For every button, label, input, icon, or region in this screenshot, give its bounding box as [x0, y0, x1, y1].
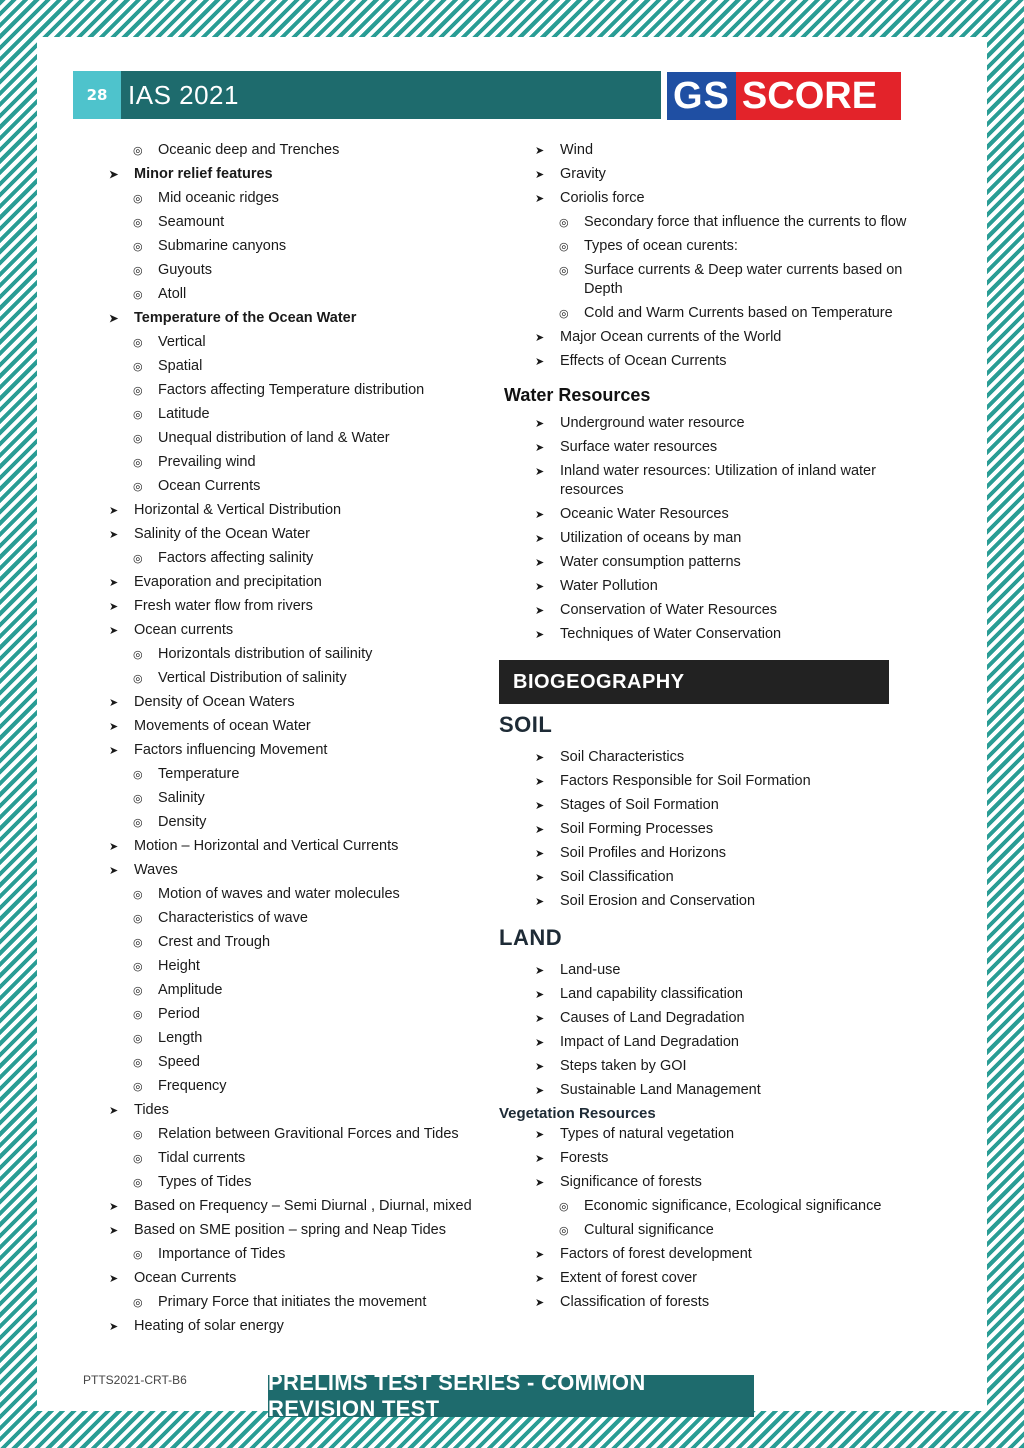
arrow-bullet-icon: ➤: [535, 442, 545, 454]
list-item-text: Crest and Trough: [158, 934, 271, 950]
list-item-text: Evaporation and precipitation: [134, 574, 322, 590]
circle-dot-bullet-icon: ◎: [559, 308, 569, 320]
list-item-text: Salinity of the Ocean Water: [134, 526, 310, 542]
list-item: [499, 577, 919, 596]
list-item: [107, 861, 507, 880]
circle-dot-bullet-icon: ◎: [133, 217, 143, 229]
list-item: [499, 462, 919, 500]
arrow-bullet-icon: ➤: [109, 1225, 119, 1237]
list-item: [107, 213, 507, 232]
list-item: [107, 669, 507, 688]
list-item-text: Based on SME position – spring and Neap Tides: [134, 1222, 446, 1238]
list-item-text: Ocean Currents: [158, 478, 261, 494]
arrow-bullet-icon: ➤: [535, 989, 545, 1001]
list-item: [499, 1221, 919, 1240]
list-item: [107, 453, 507, 472]
list-item-text: Conservation of Water Resources: [560, 602, 778, 618]
list-item-text: Types of ocean curents:: [584, 238, 738, 254]
list-item-text: Fresh water flow from rivers: [134, 598, 313, 614]
arrow-bullet-icon: ➤: [109, 505, 119, 517]
right-column: [499, 141, 919, 1317]
biogeography-banner: BIOGEOGRAPHY: [499, 660, 889, 704]
arrow-bullet-icon: ➤: [535, 1037, 545, 1049]
list-item: [499, 796, 919, 815]
circle-dot-bullet-icon: ◎: [133, 793, 143, 805]
circle-dot-bullet-icon: ◎: [133, 361, 143, 373]
list-item-text: Guyouts: [158, 262, 212, 278]
circle-dot-bullet-icon: ◎: [133, 1297, 143, 1309]
list-item-text: Movements of ocean Water: [134, 718, 311, 734]
left-column: [107, 141, 507, 1341]
arrow-bullet-icon: ➤: [109, 745, 119, 757]
list-item-text: Period: [158, 1006, 200, 1022]
arrow-bullet-icon: ➤: [535, 533, 545, 545]
page-sheet: [37, 37, 987, 1421]
list-item: [499, 304, 919, 323]
list-item-text: Oceanic Water Resources: [560, 506, 729, 522]
list-item: [107, 741, 507, 760]
arrow-bullet-icon: ➤: [535, 1085, 545, 1097]
circle-dot-bullet-icon: ◎: [133, 937, 143, 949]
list-item: [499, 237, 919, 256]
list-item-text: Factors of forest development: [560, 1246, 752, 1262]
list-item-text: Characteristics of wave: [158, 910, 308, 926]
logo-gs: GS: [667, 72, 736, 120]
arrow-bullet-icon: ➤: [535, 509, 545, 521]
list-item: [499, 414, 919, 433]
land-heading: LAND: [499, 925, 563, 950]
list-item: [107, 525, 507, 544]
list-item: [499, 529, 919, 548]
arrow-bullet-icon: ➤: [535, 1273, 545, 1285]
arrow-bullet-icon: ➤: [535, 193, 545, 205]
list-item: [107, 477, 507, 496]
list-item: [499, 1293, 919, 1312]
list-item: [107, 645, 507, 664]
list-item: [107, 1173, 507, 1192]
arrow-bullet-icon: ➤: [535, 848, 545, 860]
list-item-text: Heating of solar energy: [134, 1318, 284, 1334]
circle-dot-bullet-icon: ◎: [559, 265, 569, 277]
list-item: [499, 985, 919, 1004]
arrow-bullet-icon: ➤: [109, 1321, 119, 1333]
circle-dot-bullet-icon: ◎: [133, 1153, 143, 1165]
list-item-text: Ocean Currents: [134, 1270, 237, 1286]
list-item-text: Temperature of the Ocean Water: [134, 310, 357, 326]
arrow-bullet-icon: ➤: [535, 145, 545, 157]
list-item-text: Economic significance, Ecological significance: [584, 1198, 882, 1214]
arrow-bullet-icon: ➤: [109, 841, 119, 853]
list-item-text: Cultural significance: [584, 1222, 714, 1238]
list-item: [107, 1149, 507, 1168]
list-item: [499, 165, 919, 184]
list-item: [107, 765, 507, 784]
circle-dot-bullet-icon: ◎: [559, 1201, 569, 1213]
arrow-bullet-icon: ➤: [535, 466, 545, 478]
list-item: [107, 189, 507, 208]
list-item-text: Secondary force that influence the currents to flow: [584, 214, 907, 230]
list-item: [499, 892, 919, 911]
list-item: [107, 837, 507, 856]
vegetation-heading: Vegetation Resources: [499, 1105, 656, 1122]
list-item-text: Speed: [158, 1054, 200, 1070]
circle-dot-bullet-icon: ◎: [133, 385, 143, 397]
list-item-text: Techniques of Water Conservation: [560, 626, 782, 642]
list-item-text: Importance of Tides: [158, 1246, 286, 1262]
soil-heading: SOIL: [499, 712, 553, 737]
list-item-text: Seamount: [158, 214, 225, 230]
list-item-text: Length: [158, 1030, 203, 1046]
list-item-text: Extent of forest cover: [560, 1270, 698, 1286]
list-item-text: Impact of Land Degradation: [560, 1034, 739, 1050]
list-item: [499, 438, 919, 457]
list-item-text: Factors affecting Temperature distribution: [158, 382, 425, 398]
circle-dot-bullet-icon: ◎: [133, 889, 143, 901]
list-item-text: Significance of forests: [560, 1174, 702, 1190]
circle-dot-bullet-icon: ◎: [133, 1009, 143, 1021]
list-item: [107, 813, 507, 832]
list-item-text: Underground water resource: [560, 415, 745, 431]
list-item: [499, 820, 919, 839]
list-item: [499, 213, 919, 232]
list-item: [107, 1005, 507, 1024]
arrow-bullet-icon: ➤: [109, 1105, 119, 1117]
list-item: [499, 1033, 919, 1052]
list-item-text: Major Ocean currents of the World: [560, 329, 782, 345]
list-item: [107, 261, 507, 280]
arrow-bullet-icon: ➤: [109, 601, 119, 613]
list-item: [499, 505, 919, 524]
circle-dot-bullet-icon: ◎: [559, 217, 569, 229]
list-item-text: Primary Force that initiates the movement: [158, 1294, 427, 1310]
list-item: [107, 573, 507, 592]
list-item-text: Steps taken by GOI: [560, 1058, 687, 1074]
water-resources-list: [499, 414, 919, 644]
list-item-text: Sustainable Land Management: [560, 1082, 761, 1098]
circle-dot-bullet-icon: ◎: [133, 673, 143, 685]
list-item-text: Factors influencing Movement: [134, 742, 328, 758]
list-item: [107, 909, 507, 928]
list-item: [107, 933, 507, 952]
list-item-text: Tidal currents: [158, 1150, 246, 1166]
list-item: [107, 429, 507, 448]
arrow-bullet-icon: ➤: [535, 629, 545, 641]
list-item-text: Classification of forests: [560, 1294, 710, 1310]
list-item: [107, 1317, 507, 1336]
circle-dot-bullet-icon: ◎: [133, 433, 143, 445]
list-item: [499, 601, 919, 620]
list-item-text: Unequal distribution of land & Water: [158, 430, 390, 446]
list-item: [107, 1269, 507, 1288]
list-item: [499, 1081, 919, 1100]
list-item: [107, 1197, 507, 1216]
list-item-text: Waves: [134, 862, 178, 878]
list-item: [107, 1053, 507, 1072]
list-item-text: Frequency: [158, 1078, 227, 1094]
arrow-bullet-icon: ➤: [109, 529, 119, 541]
list-item-text: Soil Characteristics: [560, 749, 685, 765]
arrow-bullet-icon: ➤: [535, 1249, 545, 1261]
list-item: [499, 961, 919, 980]
list-item-text: Soil Classification: [560, 869, 674, 885]
list-item: [499, 748, 919, 767]
arrow-bullet-icon: ➤: [535, 824, 545, 836]
arrow-bullet-icon: ➤: [109, 721, 119, 733]
list-item: [107, 333, 507, 352]
arrow-bullet-icon: ➤: [535, 1177, 545, 1189]
list-item: [499, 844, 919, 863]
circle-dot-bullet-icon: ◎: [133, 913, 143, 925]
list-item: [107, 981, 507, 1000]
list-item-text: Forests: [560, 1150, 609, 1166]
list-item: [107, 717, 507, 736]
footer-code: PTTS2021-CRT-B6: [83, 1373, 187, 1387]
circle-dot-bullet-icon: ◎: [133, 409, 143, 421]
list-item: [107, 141, 507, 160]
ocean-currents-list: [499, 141, 919, 371]
list-item-text: Soil Erosion and Conservation: [560, 893, 756, 909]
list-item-text: Based on Frequency – Semi Diurnal , Diurnal, mixed: [134, 1198, 472, 1214]
circle-dot-bullet-icon: ◎: [133, 481, 143, 493]
list-item: [499, 1269, 919, 1288]
list-item-text: Inland water resources: Utilization of inland water resources: [560, 463, 876, 498]
arrow-bullet-icon: ➤: [109, 1201, 119, 1213]
list-item-text: Density: [158, 814, 207, 830]
list-item-text: Relation between Gravitional Forces and Tides: [158, 1126, 459, 1142]
list-item: [107, 381, 507, 400]
circle-dot-bullet-icon: ◎: [559, 241, 569, 253]
list-item-text: Types of natural vegetation: [560, 1126, 735, 1142]
list-item: [107, 309, 507, 328]
circle-dot-bullet-icon: ◎: [133, 1081, 143, 1093]
list-item-text: Causes of Land Degradation: [560, 1010, 745, 1026]
list-item-text: Vertical Distribution of salinity: [158, 670, 347, 686]
circle-dot-bullet-icon: ◎: [133, 769, 143, 781]
list-item-text: Prevailing wind: [158, 454, 256, 470]
list-item: [499, 868, 919, 887]
arrow-bullet-icon: ➤: [109, 1273, 119, 1285]
circle-dot-bullet-icon: ◎: [133, 817, 143, 829]
page-number: 28: [73, 71, 121, 119]
list-item-text: Factors Responsible for Soil Formation: [560, 773, 811, 789]
list-item-text: Horizontal & Vertical Distribution: [134, 502, 342, 518]
arrow-bullet-icon: ➤: [109, 697, 119, 709]
circle-dot-bullet-icon: ◎: [133, 1057, 143, 1069]
list-item: [107, 549, 507, 568]
list-item: [107, 1221, 507, 1240]
list-item-text: Submarine canyons: [158, 238, 287, 254]
list-item: [107, 501, 507, 520]
list-item-text: Motion of waves and water molecules: [158, 886, 400, 902]
list-item-text: Height: [158, 958, 200, 974]
vegetation-list: [499, 1125, 919, 1312]
circle-dot-bullet-icon: ◎: [133, 457, 143, 469]
list-item: [107, 405, 507, 424]
list-item-text: Utilization of oceans by man: [560, 530, 742, 546]
list-item: [107, 621, 507, 640]
list-item-text: Ocean currents: [134, 622, 234, 638]
arrow-bullet-icon: ➤: [535, 418, 545, 430]
land-list: [499, 961, 919, 1100]
list-item-text: Atoll: [158, 286, 187, 302]
circle-dot-bullet-icon: ◎: [133, 265, 143, 277]
list-item: [107, 165, 507, 184]
circle-dot-bullet-icon: ◎: [133, 289, 143, 301]
list-item-text: Salinity: [158, 790, 205, 806]
circle-dot-bullet-icon: ◎: [133, 241, 143, 253]
list-item: [499, 1173, 919, 1192]
list-item: [107, 789, 507, 808]
arrow-bullet-icon: ➤: [535, 1013, 545, 1025]
list-item-text: Mid oceanic ridges: [158, 190, 279, 206]
list-item: [107, 357, 507, 376]
list-item-text: Surface water resources: [560, 439, 718, 455]
circle-dot-bullet-icon: ◎: [133, 193, 143, 205]
arrow-bullet-icon: ➤: [109, 577, 119, 589]
circle-dot-bullet-icon: ◎: [133, 1249, 143, 1261]
arrow-bullet-icon: ➤: [535, 965, 545, 977]
list-item: [107, 957, 507, 976]
list-item-text: Land-use: [560, 962, 621, 978]
list-item-text: Cold and Warm Currents based on Temperature: [584, 305, 893, 321]
arrow-bullet-icon: ➤: [535, 1153, 545, 1165]
list-item: [499, 189, 919, 208]
arrow-bullet-icon: ➤: [535, 356, 545, 368]
circle-dot-bullet-icon: ◎: [559, 1225, 569, 1237]
circle-dot-bullet-icon: ◎: [133, 1129, 143, 1141]
arrow-bullet-icon: ➤: [535, 169, 545, 181]
list-item-text: Gravity: [560, 166, 606, 182]
arrow-bullet-icon: ➤: [109, 313, 119, 325]
list-item: [107, 1245, 507, 1264]
list-item-text: Stages of Soil Formation: [560, 797, 719, 813]
gs-score-logo: [667, 72, 901, 120]
list-item: [499, 261, 919, 299]
list-item: [499, 328, 919, 347]
arrow-bullet-icon: ➤: [109, 169, 119, 181]
arrow-bullet-icon: ➤: [535, 752, 545, 764]
list-item: [107, 237, 507, 256]
arrow-bullet-icon: ➤: [535, 1297, 545, 1309]
arrow-bullet-icon: ➤: [535, 776, 545, 788]
arrow-bullet-icon: ➤: [535, 872, 545, 884]
list-item-text: Soil Profiles and Horizons: [560, 845, 727, 861]
header-bar: [73, 71, 661, 119]
list-item: [107, 597, 507, 616]
footer-banner: PRELIMS TEST SERIES - COMMON REVISION TEST: [268, 1375, 754, 1417]
logo-score: SCORE: [736, 72, 901, 120]
list-item-text: Spatial: [158, 358, 203, 374]
circle-dot-bullet-icon: ◎: [133, 961, 143, 973]
list-item: [499, 1009, 919, 1028]
list-item: [107, 1125, 507, 1144]
arrow-bullet-icon: ➤: [535, 1129, 545, 1141]
arrow-bullet-icon: ➤: [535, 581, 545, 593]
list-item-text: Effects of Ocean Currents: [560, 353, 727, 369]
list-item: [107, 1077, 507, 1096]
list-item-text: Motion – Horizontal and Vertical Currents: [134, 838, 399, 854]
list-item: [107, 1101, 507, 1120]
arrow-bullet-icon: ➤: [535, 557, 545, 569]
list-item-text: Oceanic deep and Trenches: [158, 142, 340, 158]
list-item-text: Minor relief features: [134, 166, 273, 182]
list-item: [107, 885, 507, 904]
list-item-text: Temperature: [158, 766, 240, 782]
arrow-bullet-icon: ➤: [535, 896, 545, 908]
list-item-text: Land capability classification: [560, 986, 743, 1002]
list-item: [499, 625, 919, 644]
arrow-bullet-icon: ➤: [535, 800, 545, 812]
circle-dot-bullet-icon: ◎: [133, 337, 143, 349]
circle-dot-bullet-icon: ◎: [133, 553, 143, 565]
list-item-text: Coriolis force: [560, 190, 645, 206]
list-item: [499, 553, 919, 572]
list-item-text: Amplitude: [158, 982, 223, 998]
water-resources-heading: Water Resources: [504, 385, 651, 405]
list-item: [499, 1125, 919, 1144]
list-item: [499, 1245, 919, 1264]
circle-dot-bullet-icon: ◎: [133, 145, 143, 157]
list-item-text: Types of Tides: [158, 1174, 252, 1190]
list-item-text: Latitude: [158, 406, 210, 422]
header-title: IAS 2021: [128, 80, 239, 110]
circle-dot-bullet-icon: ◎: [133, 649, 143, 661]
list-item-text: Water Pollution: [560, 578, 658, 594]
list-item-text: Wind: [560, 142, 594, 158]
arrow-bullet-icon: ➤: [109, 625, 119, 637]
list-item: [107, 1293, 507, 1312]
list-item-text: Density of Ocean Waters: [134, 694, 295, 710]
list-item: [499, 1057, 919, 1076]
arrow-bullet-icon: ➤: [535, 1061, 545, 1073]
arrow-bullet-icon: ➤: [109, 865, 119, 877]
list-item: [107, 693, 507, 712]
circle-dot-bullet-icon: ◎: [133, 1177, 143, 1189]
list-item-text: Factors affecting salinity: [158, 550, 314, 566]
list-item-text: Horizontals distribution of sailinity: [158, 646, 373, 662]
list-item: [499, 352, 919, 371]
list-item: [499, 772, 919, 791]
list-item: [107, 1029, 507, 1048]
soil-list: [499, 748, 919, 911]
list-item-text: Tides: [134, 1102, 169, 1118]
list-item: [107, 285, 507, 304]
list-item: [499, 141, 919, 160]
list-item-text: Soil Forming Processes: [560, 821, 714, 837]
list-item-text: Water consumption patterns: [560, 554, 741, 570]
list-item: [499, 1197, 919, 1216]
arrow-bullet-icon: ➤: [535, 605, 545, 617]
arrow-bullet-icon: ➤: [535, 332, 545, 344]
circle-dot-bullet-icon: ◎: [133, 985, 143, 997]
list-item-text: Surface currents & Deep water currents based on Depth: [584, 262, 903, 297]
list-item-text: Vertical: [158, 334, 206, 350]
circle-dot-bullet-icon: ◎: [133, 1033, 143, 1045]
list-item: [499, 1149, 919, 1168]
